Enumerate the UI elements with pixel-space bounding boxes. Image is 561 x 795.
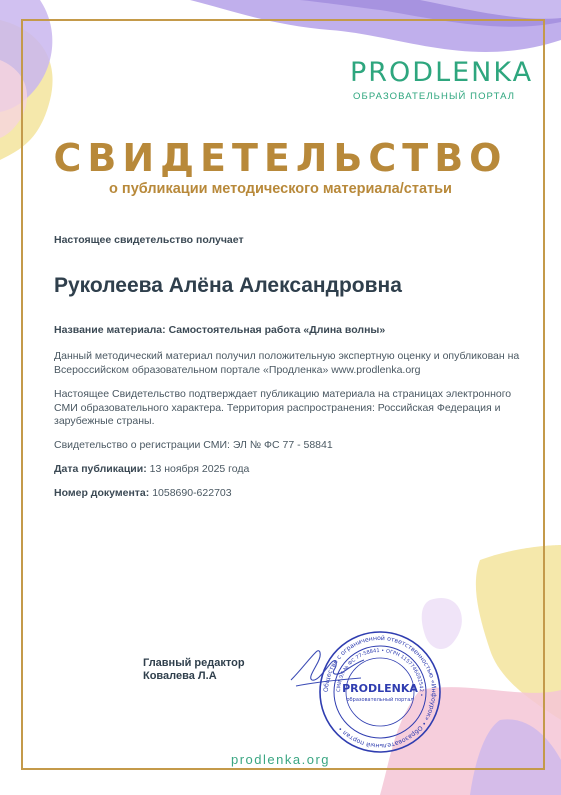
material-title: Самостоятельная работа «Длина волны» bbox=[168, 324, 386, 336]
material-label: Название материала: bbox=[54, 324, 169, 336]
official-stamp bbox=[318, 630, 442, 754]
publication-date-label: Дата публикации: bbox=[54, 463, 150, 475]
footer-url[interactable]: prodlenka.org bbox=[231, 752, 330, 767]
registration-text: Свидетельство о регистрации СМИ: ЭЛ № ФС 77 - 58841 bbox=[54, 439, 333, 451]
signature-block bbox=[143, 657, 245, 683]
document-number: 1058690-622703 bbox=[152, 487, 232, 499]
recipient-name: Руколеева Алёна Александровна bbox=[54, 274, 402, 297]
certificate-body bbox=[54, 234, 524, 499]
stamp-center-text: PRODLENKA bbox=[342, 682, 418, 695]
logo-wordmark: PRODLENKA bbox=[350, 57, 534, 88]
prodlenka-logo bbox=[350, 57, 534, 102]
material-line bbox=[54, 324, 524, 338]
certificate-subtitle: о публикации методического материала/статьи bbox=[109, 181, 452, 197]
document-number-line bbox=[54, 487, 524, 501]
receives-label: Настоящее свидетельство получает bbox=[54, 234, 244, 246]
confirmation-text: Настоящее Свидетельство подтверждает публикацию материала на страницах электронного СМИ образовательного характера. Территория распространения: Российская Федерация и зарубежные страны. bbox=[54, 388, 512, 427]
stamp-center-subtext: образовательный портал bbox=[346, 697, 414, 703]
document-number-label: Номер документа: bbox=[54, 487, 153, 499]
publication-date-line bbox=[54, 463, 524, 477]
editor-role: Главный редактор bbox=[143, 657, 245, 669]
certificate-title: СВИДЕТЕЛЬСТВО bbox=[53, 136, 508, 180]
svg-text:СМИ ЭЛ № ФС 77-58841 • ОГРН 11: СМИ ЭЛ № ФС 77-58841 • ОГРН 1157746092542 • bbox=[335, 647, 425, 697]
logo-tagline: ОБРАЗОВАТЕЛЬНЫЙ ПОРТАЛ bbox=[353, 91, 516, 102]
svg-text:Общество с ограниченной ответс: Общество с ограниченной ответственностью «Инфоурок» • Образовательный портал • bbox=[322, 634, 438, 750]
publication-date: 13 ноября 2025 года bbox=[149, 463, 250, 475]
editor-name: Ковалева Л.А bbox=[143, 670, 217, 682]
approval-text: Данный методический материал получил положительную экспертную оценку и опубликован на Всероссийском образовательном портале «Продленка» www.prodlenka.org bbox=[54, 350, 520, 376]
